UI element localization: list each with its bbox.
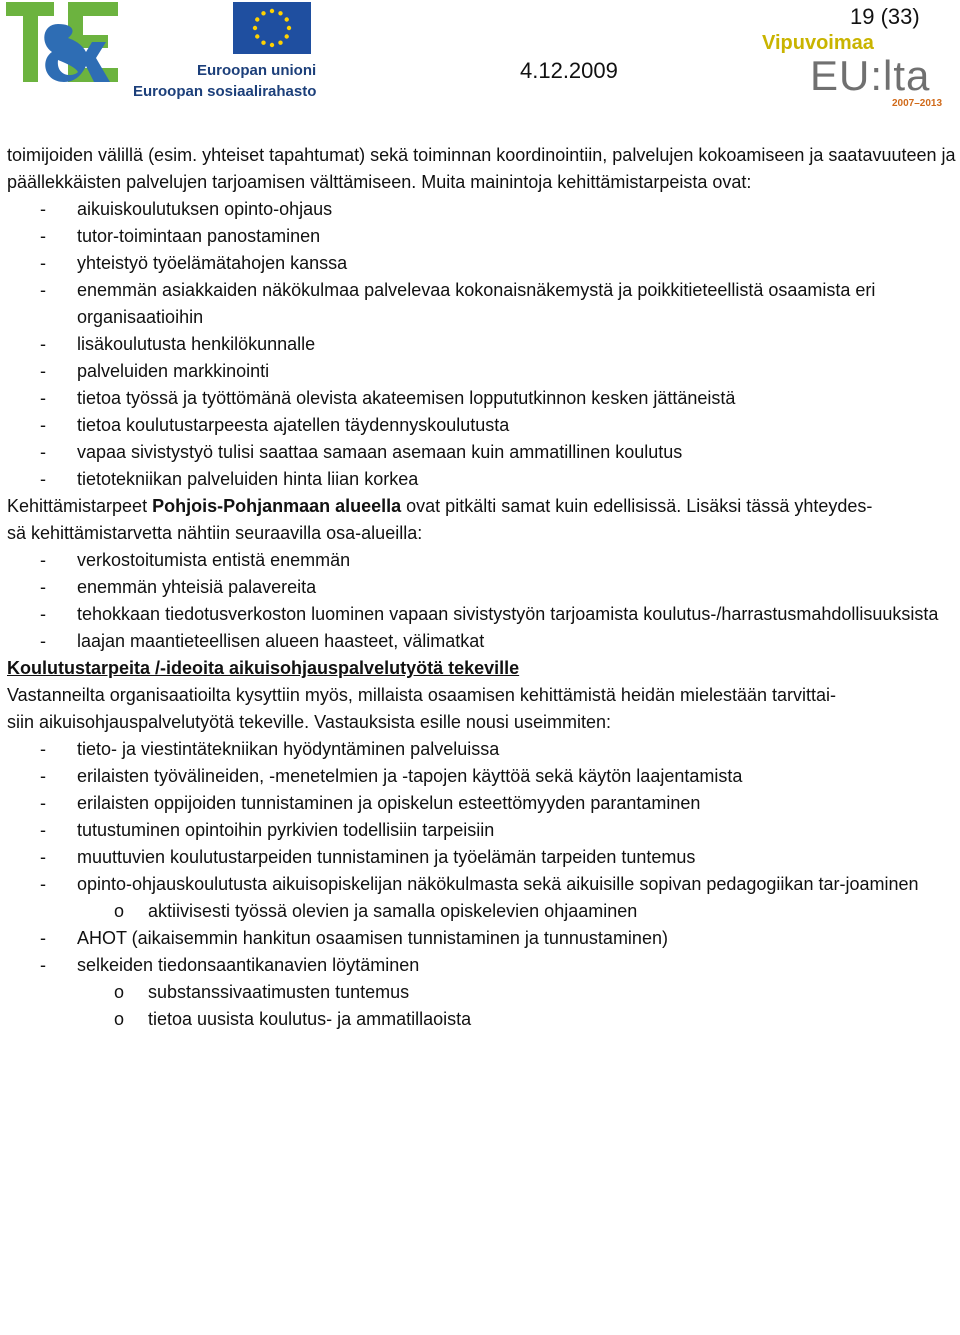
vipuvoimaa-logo — [760, 32, 950, 112]
survey-paragraph: Vastanneilta organisaatioilta kysyttiin myös, millaista osaamisen kehittämistä heidän mielestään tarvittai- siin aikuisohjauspalvelutyötä tekeville. Vastauksista esille nousi useimmiten: — [7, 685, 837, 732]
eu-star-icon — [287, 26, 291, 30]
training-needs-list-b — [7, 790, 957, 898]
list-item: - AHOT (aikaisemmin hankitun osaamisen tunnistaminen ja tunnustaminen) — [7, 925, 957, 952]
list-item: - vapaa sivistystyö tulisi saattaa samaan asemaan kuin ammatillinen koulutus — [7, 439, 957, 466]
vipuvoimaa-label: Vipuvoimaa — [762, 32, 874, 54]
list-item: - tietotekniikan palveluiden hinta liian korkea — [7, 466, 957, 493]
list-item: - erilaisten työvälineiden, -menetelmien ja -tapojen käyttöä sekä käytön laajentamista — [7, 763, 957, 790]
esf-label: Euroopan sosiaalirahasto — [133, 83, 317, 100]
list-item: - laajan maantieteellisen alueen haasteet, välimatkat — [7, 628, 957, 655]
list-item: - muuttuvien koulutustarpeiden tunnistaminen ja työelämän tarpeiden tuntemus — [7, 844, 957, 871]
sub-list-1 — [7, 898, 957, 925]
sub-list-2 — [7, 979, 957, 1033]
region-name: Pohjois-Pohjanmaan alueella — [152, 496, 402, 516]
list-item: - enemmän asiakkaiden näkökulmaa palvelevaa kokonaisnäkemystä ja poikkitieteellistä osaamista eri organisaatioihin — [7, 277, 957, 331]
intro-paragraph: toimijoiden välillä (esim. yhteiset tapahtumat) sekä toiminnan koordinointiin, palvelujen kokoamiseen ja saatavuuteen ja päällekkäisten palvelujen tarjoamisen välttämiseen. Muita mainintoja kehittämistarpeista ovat: — [7, 145, 956, 192]
list-item: - tutor-toimintaan panostaminen — [7, 223, 957, 250]
eu-star-icon — [253, 26, 257, 30]
program-years: 2007–2013 — [892, 98, 943, 109]
document-date: 4.12.2009 — [520, 58, 618, 83]
page-number: 19 (33) — [850, 4, 920, 29]
eu-star-icon — [261, 11, 265, 15]
list-item: - tutustuminen opintoihin pyrkivien todellisiin tarpeisiin — [7, 817, 957, 844]
list-item: - opinto-ohjauskoulutusta aikuisopiskelijan näkökulmasta sekä aikuisille sopivan pedagogiikan tar-joaminen — [7, 871, 957, 898]
eu-star-icon — [255, 17, 259, 21]
list-item: - aikuiskoulutuksen opinto-ohjaus — [7, 196, 957, 223]
eu-star-icon — [278, 41, 282, 45]
list-item: - tietoa koulutustarpeesta ajatellen täydennyskoulutusta — [7, 412, 957, 439]
list-item: - palveluiden markkinointi — [7, 358, 957, 385]
pohjois-paragraph: Kehittämistarpeet Pohjois-Pohjanmaan alueella ovat pitkälti samat kuin edellisissä. Lisäksi tässä yhteydes- sä kehittämistarvetta nähtiin seuraavilla osa-alueilla: — [7, 496, 873, 543]
eu-union-label: Euroopan unioni — [197, 62, 317, 79]
document-body — [7, 142, 957, 1033]
pohjois-needs-list — [7, 547, 957, 655]
te-logo — [6, 2, 120, 82]
list-item: - yhteistyö työelämätahojen kanssa — [7, 250, 957, 277]
eu-star-icon — [278, 11, 282, 15]
development-needs-list — [7, 196, 957, 493]
sub-list-item: o tietoa uusista koulutus- ja ammatillaoista — [7, 1006, 957, 1033]
eu-star-icon — [285, 34, 289, 38]
sub-list-item: o substanssivaatimusten tuntemus — [7, 979, 957, 1006]
page-header — [0, 0, 960, 120]
list-item: - tietoa työssä ja työttömänä olevista akateemisen loppututkinnon kesken jättäneistä — [7, 385, 957, 412]
eu-star-icon — [285, 17, 289, 21]
eu-star-icon — [255, 34, 259, 38]
eu-star-icon — [270, 43, 274, 47]
training-needs-list-a — [7, 736, 957, 790]
sub-list-item: o aktiivisesti työssä olevien ja samalla opiskelevien ohjaaminen — [7, 898, 957, 925]
list-item: - tieto- ja viestintätekniikan hyödyntäminen palveluissa — [7, 736, 957, 763]
list-item: - verkostoitumista entistä enemmän — [7, 547, 957, 574]
list-item: - erilaisten oppijoiden tunnistaminen ja opiskelun esteettömyyden parantaminen — [7, 790, 957, 817]
eu-logo — [133, 2, 323, 102]
eu-flag-icon — [233, 2, 311, 54]
list-item: - enemmän yhteisiä palavereita — [7, 574, 957, 601]
eu-star-icon — [270, 9, 274, 13]
eu-star-icon — [261, 41, 265, 45]
list-item: - tehokkaan tiedotusverkoston luominen vapaan sivistystyön tarjoamista koulutus-/harrastusmahdollisuuksista — [7, 601, 957, 628]
section-heading: Koulutustarpeita /-ideoita aikuisohjauspalvelutyötä tekeville — [7, 658, 520, 678]
eu-lta-label: EU:lta — [810, 52, 931, 99]
list-item: - lisäkoulutusta henkilökunnalle — [7, 331, 957, 358]
list-item: - selkeiden tiedonsaantikanavien löytäminen — [7, 952, 957, 979]
training-needs-list-c — [7, 925, 957, 979]
